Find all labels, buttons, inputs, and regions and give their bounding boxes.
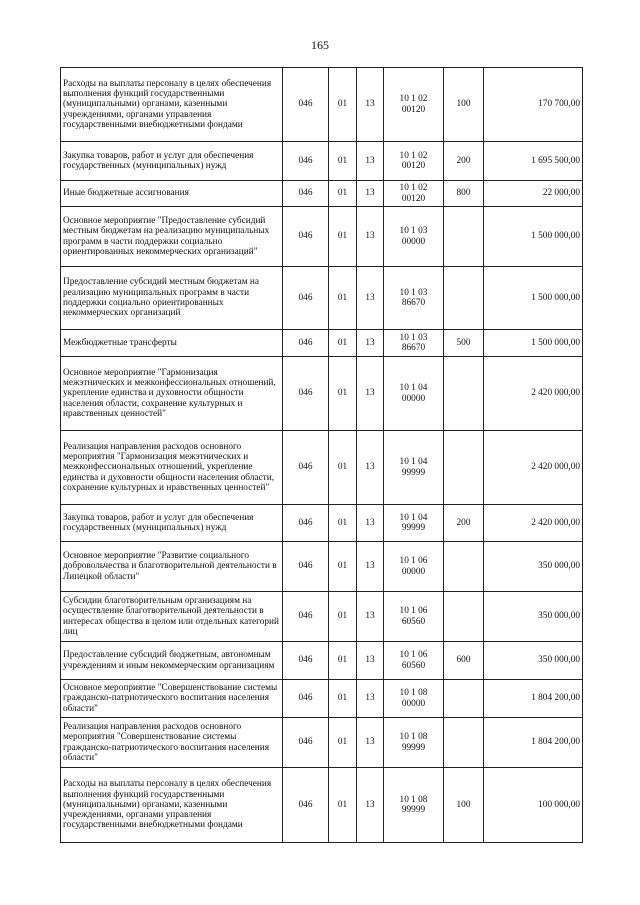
target-code-line1: 10 1 02 (399, 94, 428, 105)
target-code-line2: 00000 (401, 393, 426, 404)
target-code (384, 642, 444, 680)
target-code-line2: 00000 (401, 236, 426, 247)
subsection-code: 13 (357, 718, 384, 768)
target-code-line2: 00120 (401, 104, 426, 115)
amount: 1 500 000,00 (484, 267, 583, 330)
table-row (61, 542, 583, 592)
subsection-code: 13 (357, 142, 384, 181)
page-number: 165 (311, 38, 329, 52)
section-code: 01 (329, 181, 357, 207)
target-code-line2: 60560 (401, 616, 426, 627)
ministry-code: 046 (283, 431, 329, 505)
table-row (61, 142, 583, 181)
section-code: 01 (329, 68, 357, 142)
ministry-code: 046 (283, 542, 329, 592)
subsection-code: 13 (357, 592, 384, 642)
target-code (384, 267, 444, 330)
target-code (384, 142, 444, 181)
row-name: Межбюджетные трансферты (61, 330, 283, 357)
ministry-code: 046 (283, 68, 329, 142)
subsection-code: 13 (357, 431, 384, 505)
row-name: Основное мероприятие "Развитие социального добровольчества и благотворительной деятельности в Липецкой области" (61, 542, 283, 592)
ministry-code: 046 (283, 207, 329, 267)
amount: 170 700,00 (484, 68, 583, 142)
row-name: Реализация направления расходов основного мероприятия "Гармонизация межэтнических и межконфессиональных отношений, укрепление единства и духовности общности населения области, сохранение культурных и нравственных ценностей" (61, 431, 283, 505)
target-code (384, 330, 444, 357)
row-name: Расходы на выплаты персоналу в целях обеспечения выполнения функций государственными (муниципальными) органами, казенными учреждениями, органами управления государственными внебюджетными фондами (61, 768, 283, 843)
subsection-code: 13 (357, 330, 384, 357)
expense-type-code: 800 (444, 181, 484, 207)
expense-type-code (444, 357, 484, 431)
row-name: Расходы на выплаты персоналу в целях обеспечения выполнения функций государственными (муниципальными) органами, казенными учреждениями, органами управления государственными внебюджетными фондами (61, 68, 283, 142)
section-code: 01 (329, 592, 357, 642)
table-body (61, 68, 583, 843)
amount: 350 000,00 (484, 592, 583, 642)
section-code: 01 (329, 330, 357, 357)
row-name: Предоставление субсидий местным бюджетам на реализацию муниципальных программ в части поддержки социально ориентированных некоммерческих организаций (61, 267, 283, 330)
ministry-code: 046 (283, 267, 329, 330)
expense-type-code: 200 (444, 142, 484, 181)
table-row (61, 357, 583, 431)
amount: 1 695 500,00 (484, 142, 583, 181)
target-code-line2: 00000 (401, 698, 426, 709)
expense-type-code: 200 (444, 505, 484, 542)
table-row (61, 267, 583, 330)
target-code-line1: 10 1 08 (399, 688, 428, 699)
ministry-code: 046 (283, 181, 329, 207)
amount: 1 804 200,00 (484, 718, 583, 768)
expense-type-code: 500 (444, 330, 484, 357)
row-name: Предоставление субсидий бюджетным, автономным учреждениям и иным некоммерческим организациям (61, 642, 283, 680)
amount: 1 500 000,00 (484, 330, 583, 357)
table-row (61, 431, 583, 505)
subsection-code: 13 (357, 505, 384, 542)
subsection-code: 13 (357, 181, 384, 207)
expense-type-code: 600 (444, 642, 484, 680)
target-code (384, 680, 444, 718)
expense-type-code (444, 267, 484, 330)
target-code-line1: 10 1 03 (399, 332, 428, 343)
amount: 350 000,00 (484, 542, 583, 592)
section-code: 01 (329, 142, 357, 181)
target-code-line2: 99999 (401, 523, 426, 533)
row-name: Реализация направления расходов основного мероприятия "Совершенствование системы гражданско-патриотического воспитания населения области" (61, 718, 283, 768)
target-code-line2: 60560 (401, 660, 426, 671)
subsection-code: 13 (357, 642, 384, 680)
ministry-code: 046 (283, 642, 329, 680)
section-code: 01 (329, 431, 357, 505)
target-code-line1: 10 1 02 (399, 183, 428, 194)
expense-type-code (444, 592, 484, 642)
row-name: Основное мероприятие "Предоставление субсидий местным бюджетам на реализацию муниципальных программ в части поддержки социально ориентированных некоммерческих организаций" (61, 207, 283, 267)
target-code-line1: 10 1 03 (399, 226, 428, 237)
expense-type-code (444, 680, 484, 718)
subsection-code: 13 (357, 542, 384, 592)
amount: 2 420 000,00 (484, 505, 583, 542)
section-code: 01 (329, 357, 357, 431)
section-code: 01 (329, 680, 357, 718)
target-code (384, 542, 444, 592)
target-code-line2: 00000 (401, 566, 426, 577)
amount: 2 420 000,00 (484, 431, 583, 505)
ministry-code: 046 (283, 718, 329, 768)
target-code (384, 505, 444, 542)
ministry-code: 046 (283, 680, 329, 718)
ministry-code: 046 (283, 142, 329, 181)
table-row (61, 68, 583, 142)
target-code-line2: 99999 (401, 742, 426, 753)
expense-type-code (444, 207, 484, 267)
ministry-code: 046 (283, 768, 329, 843)
expense-type-code: 100 (444, 768, 484, 843)
section-code: 01 (329, 642, 357, 680)
target-code (384, 181, 444, 207)
table-row (61, 680, 583, 718)
target-code-line1: 10 1 04 (399, 383, 428, 394)
subsection-code: 13 (357, 68, 384, 142)
table-row (61, 181, 583, 207)
expense-type-code (444, 718, 484, 768)
target-code-line1: 10 1 04 (399, 512, 428, 523)
budget-table (60, 67, 583, 843)
section-code: 01 (329, 542, 357, 592)
section-code: 01 (329, 718, 357, 768)
target-code-line1: 10 1 02 (399, 150, 428, 161)
target-code (384, 68, 444, 142)
amount: 350 000,00 (484, 642, 583, 680)
expense-type-code (444, 431, 484, 505)
target-code-line2: 86670 (401, 343, 426, 353)
expense-type-code: 100 (444, 68, 484, 142)
target-code (384, 207, 444, 267)
table-row (61, 642, 583, 680)
target-code (384, 718, 444, 768)
target-code-line1: 10 1 04 (399, 457, 428, 468)
row-name: Иные бюджетные ассигнования (61, 181, 283, 207)
target-code-line1: 10 1 08 (399, 732, 428, 743)
ministry-code: 046 (283, 592, 329, 642)
row-name: Закупка товаров, работ и услуг для обеспечения государственных (муниципальных) нужд (61, 505, 283, 542)
table-row (61, 768, 583, 843)
subsection-code: 13 (357, 207, 384, 267)
table-row (61, 505, 583, 542)
table-row (61, 207, 583, 267)
target-code-line2: 99999 (401, 467, 426, 478)
section-code: 01 (329, 207, 357, 267)
amount: 1 804 200,00 (484, 680, 583, 718)
table-row (61, 718, 583, 768)
table-row (61, 330, 583, 357)
row-name: Основное мероприятие "Совершенствование системы гражданско-патриотического воспитания населения области" (61, 680, 283, 718)
subsection-code: 13 (357, 680, 384, 718)
amount: 22 000,00 (484, 181, 583, 207)
ministry-code: 046 (283, 505, 329, 542)
target-code (384, 431, 444, 505)
subsection-code: 13 (357, 357, 384, 431)
expense-type-code (444, 542, 484, 592)
section-code: 01 (329, 267, 357, 330)
row-name: Основное мероприятие "Гармонизация межэтнических и межконфессиональных отношений, укрепление единства и духовности общности населения области, сохранение культурных и нравственных ценностей" (61, 357, 283, 431)
target-code-line2: 86670 (401, 298, 426, 308)
row-name: Субсидии благотворительным организациям на осуществление благотворительной деятельности в интересах общества в целом или отдельных категорий лиц (61, 592, 283, 642)
subsection-code: 13 (357, 768, 384, 843)
section-code: 01 (329, 505, 357, 542)
row-name: Закупка товаров, работ и услуг для обеспечения государственных (муниципальных) нужд (61, 142, 283, 181)
section-code: 01 (329, 768, 357, 843)
target-code-line2: 00120 (401, 193, 426, 204)
target-code-line2: 99999 (401, 805, 426, 815)
amount: 2 420 000,00 (484, 357, 583, 431)
target-code-line1: 10 1 08 (399, 794, 428, 805)
target-code-line2: 00120 (401, 161, 426, 171)
target-code (384, 357, 444, 431)
amount: 100 000,00 (484, 768, 583, 843)
ministry-code: 046 (283, 357, 329, 431)
ministry-code: 046 (283, 330, 329, 357)
target-code (384, 592, 444, 642)
amount: 1 500 000,00 (484, 207, 583, 267)
subsection-code: 13 (357, 267, 384, 330)
table-row (61, 592, 583, 642)
target-code-line1: 10 1 06 (399, 650, 428, 661)
target-code-line1: 10 1 03 (399, 287, 428, 298)
target-code-line1: 10 1 06 (399, 606, 428, 617)
target-code-line1: 10 1 06 (399, 556, 428, 567)
target-code (384, 768, 444, 843)
